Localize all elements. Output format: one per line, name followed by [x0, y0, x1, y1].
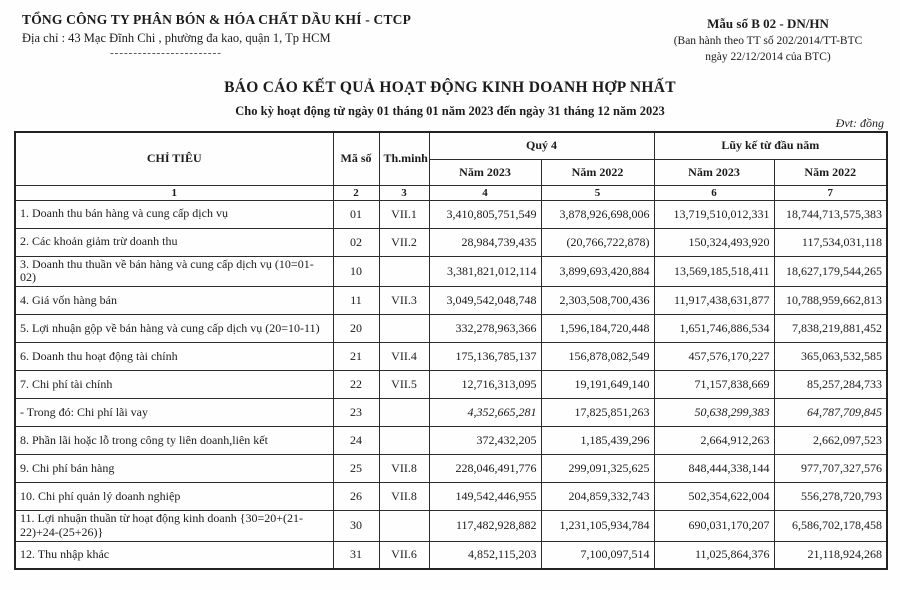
table-row	[15, 455, 887, 483]
header-ytd-group: Lũy kế từ đầu năm	[654, 132, 887, 159]
header-criteria: CHỈ TIÊU	[15, 132, 333, 185]
row-label: 2. Các khoản giảm trừ doanh thu	[15, 228, 333, 256]
header-q-year-2022: Năm 2022	[541, 159, 654, 185]
row-label: 11. Lợi nhuận thuần từ hoạt động kinh doanh {30=20+(21-22)+24-(25+26)}	[15, 511, 333, 542]
table-body	[15, 200, 887, 569]
column-number: 7	[774, 185, 887, 200]
table-row	[15, 343, 887, 371]
row-code: 10	[333, 256, 379, 287]
row-code: 22	[333, 371, 379, 399]
row-code: 31	[333, 541, 379, 569]
table-row	[15, 256, 887, 287]
row-value: 149,542,446,955	[429, 483, 541, 511]
table-row	[15, 200, 887, 228]
income-statement-table	[14, 131, 888, 570]
row-label: 5. Lợi nhuận gộp về bán hàng và cung cấp dịch vụ (20=10-11)	[15, 315, 333, 343]
report-period: Cho kỳ hoạt động từ ngày 01 tháng 01 năm 2023 đến ngày 31 tháng 12 năm 2023	[235, 104, 665, 118]
header-note: Th.minh	[379, 132, 429, 185]
table-row	[15, 541, 887, 569]
row-code: 24	[333, 427, 379, 455]
row-value: 21,118,924,268	[774, 541, 887, 569]
table-row	[15, 287, 887, 315]
row-note: VII.3	[379, 287, 429, 315]
row-value: 2,662,097,523	[774, 427, 887, 455]
row-note: VII.8	[379, 455, 429, 483]
table-row	[15, 315, 887, 343]
row-value: 3,049,542,048,748	[429, 287, 541, 315]
row-value: 7,100,097,514	[541, 541, 654, 569]
row-value: 85,257,284,733	[774, 371, 887, 399]
row-value: 365,063,532,585	[774, 343, 887, 371]
row-value: 1,651,746,886,534	[654, 315, 774, 343]
column-number: 4	[429, 185, 541, 200]
row-value: 28,984,739,435	[429, 228, 541, 256]
row-value: 13,569,185,518,411	[654, 256, 774, 287]
row-label: 4. Giá vốn hàng bán	[15, 287, 333, 315]
row-value: 18,627,179,544,265	[774, 256, 887, 287]
row-value: 17,825,851,263	[541, 399, 654, 427]
row-code: 02	[333, 228, 379, 256]
row-value: 4,852,115,203	[429, 541, 541, 569]
row-label: - Trong đó: Chi phí lãi vay	[15, 399, 333, 427]
row-value: 1,185,439,296	[541, 427, 654, 455]
row-value: 228,046,491,776	[429, 455, 541, 483]
row-value: 372,432,205	[429, 427, 541, 455]
row-value: 13,719,510,012,331	[654, 200, 774, 228]
header-ytd-year-2023: Năm 2023	[654, 159, 774, 185]
row-code: 23	[333, 399, 379, 427]
row-value: 12,716,313,095	[429, 371, 541, 399]
row-value: 204,859,332,743	[541, 483, 654, 511]
row-note: VII.8	[379, 483, 429, 511]
form-number: Mẫu số B 02 - DN/HN	[707, 16, 829, 31]
row-value: 18,744,713,575,383	[774, 200, 887, 228]
row-code: 01	[333, 200, 379, 228]
row-value: 1,231,105,934,784	[541, 511, 654, 542]
row-label: 8. Phần lãi hoặc lỗ trong công ty liên doanh,liên kết	[15, 427, 333, 455]
row-note: VII.4	[379, 343, 429, 371]
row-code: 26	[333, 483, 379, 511]
row-value: 3,410,805,751,549	[429, 200, 541, 228]
header-code: Mã số	[333, 132, 379, 185]
row-value: 175,136,785,137	[429, 343, 541, 371]
row-note	[379, 511, 429, 542]
row-note: VII.1	[379, 200, 429, 228]
form-header	[645, 16, 891, 65]
column-number: 2	[333, 185, 379, 200]
column-number: 3	[379, 185, 429, 200]
table-row	[15, 228, 887, 256]
row-value: 7,838,219,881,452	[774, 315, 887, 343]
row-value: 11,917,438,631,877	[654, 287, 774, 315]
company-address: Địa chỉ : 43 Mạc Đĩnh Chi , phường đa kao, quận 1, Tp HCM	[22, 31, 331, 45]
row-value: 690,031,170,207	[654, 511, 774, 542]
row-note	[379, 256, 429, 287]
row-note: VII.6	[379, 541, 429, 569]
row-label: 9. Chi phí bán hàng	[15, 455, 333, 483]
row-value: 3,381,821,012,114	[429, 256, 541, 287]
row-value: 502,354,622,004	[654, 483, 774, 511]
header-ytd-year-2022: Năm 2022	[774, 159, 887, 185]
row-note	[379, 427, 429, 455]
table-row	[15, 483, 887, 511]
company-header	[22, 12, 452, 59]
header-quarter-group: Quý 4	[429, 132, 654, 159]
form-issued-line1: (Ban hành theo TT số 202/2014/TT-BTC	[673, 35, 863, 47]
row-value: 332,278,963,366	[429, 315, 541, 343]
row-note: VII.5	[379, 371, 429, 399]
row-value: 3,878,926,698,006	[541, 200, 654, 228]
column-number: 5	[541, 185, 654, 200]
row-value: 3,899,693,420,884	[541, 256, 654, 287]
row-value: 6,586,702,178,458	[774, 511, 887, 542]
page-title: BÁO CÁO KẾT QUẢ HOẠT ĐỘNG KINH DOANH HỢP NHẤT	[224, 79, 676, 96]
row-value: 10,788,959,662,813	[774, 287, 887, 315]
row-value: 156,878,082,549	[541, 343, 654, 371]
row-value: 848,444,338,144	[654, 455, 774, 483]
table-header	[15, 132, 887, 200]
row-label: 12. Thu nhập khác	[15, 541, 333, 569]
form-issued-line2: ngày 22/12/2014 của BTC)	[705, 51, 831, 64]
column-number: 1	[15, 185, 333, 200]
row-label: 1. Doanh thu bán hàng và cung cấp dịch vụ	[15, 200, 333, 228]
table-row	[15, 399, 887, 427]
row-code: 21	[333, 343, 379, 371]
row-value: 71,157,838,669	[654, 371, 774, 399]
row-note: VII.2	[379, 228, 429, 256]
row-note	[379, 399, 429, 427]
row-value: 117,482,928,882	[429, 511, 541, 542]
row-value: 977,707,327,576	[774, 455, 887, 483]
row-code: 20	[333, 315, 379, 343]
row-code: 25	[333, 455, 379, 483]
row-value: 50,638,299,383	[654, 399, 774, 427]
unit-label: Đvt: đồng	[835, 116, 884, 130]
table-row	[15, 371, 887, 399]
table-row	[15, 511, 887, 542]
company-name: TỔNG CÔNG TY PHÂN BÓN & HÓA CHẤT DẦU KHÍ - CTCP	[22, 12, 412, 27]
header-q-year-2023: Năm 2023	[429, 159, 541, 185]
row-value: 19,191,649,140	[541, 371, 654, 399]
row-value: 64,787,709,845	[774, 399, 887, 427]
row-note	[379, 315, 429, 343]
row-value: 4,352,665,281	[429, 399, 541, 427]
row-label: 6. Doanh thu hoạt động tài chính	[15, 343, 333, 371]
row-label: 7. Chi phí tài chính	[15, 371, 333, 399]
row-value: 11,025,864,376	[654, 541, 774, 569]
separator-dashes: ------------------------	[110, 47, 222, 59]
row-value: 117,534,031,118	[774, 228, 887, 256]
row-value: 556,278,720,793	[774, 483, 887, 511]
table-row	[15, 427, 887, 455]
row-value: 150,324,493,920	[654, 228, 774, 256]
column-number: 6	[654, 185, 774, 200]
row-value: (20,766,722,878)	[541, 228, 654, 256]
row-label: 3. Doanh thu thuần về bán hàng và cung cấp dịch vụ (10=01-02)	[15, 256, 333, 287]
row-value: 2,664,912,263	[654, 427, 774, 455]
row-value: 299,091,325,625	[541, 455, 654, 483]
row-value: 1,596,184,720,448	[541, 315, 654, 343]
row-code: 30	[333, 511, 379, 542]
row-label: 10. Chi phí quản lý doanh nghiệp	[15, 483, 333, 511]
row-code: 11	[333, 287, 379, 315]
row-value: 2,303,508,700,436	[541, 287, 654, 315]
row-value: 457,576,170,227	[654, 343, 774, 371]
